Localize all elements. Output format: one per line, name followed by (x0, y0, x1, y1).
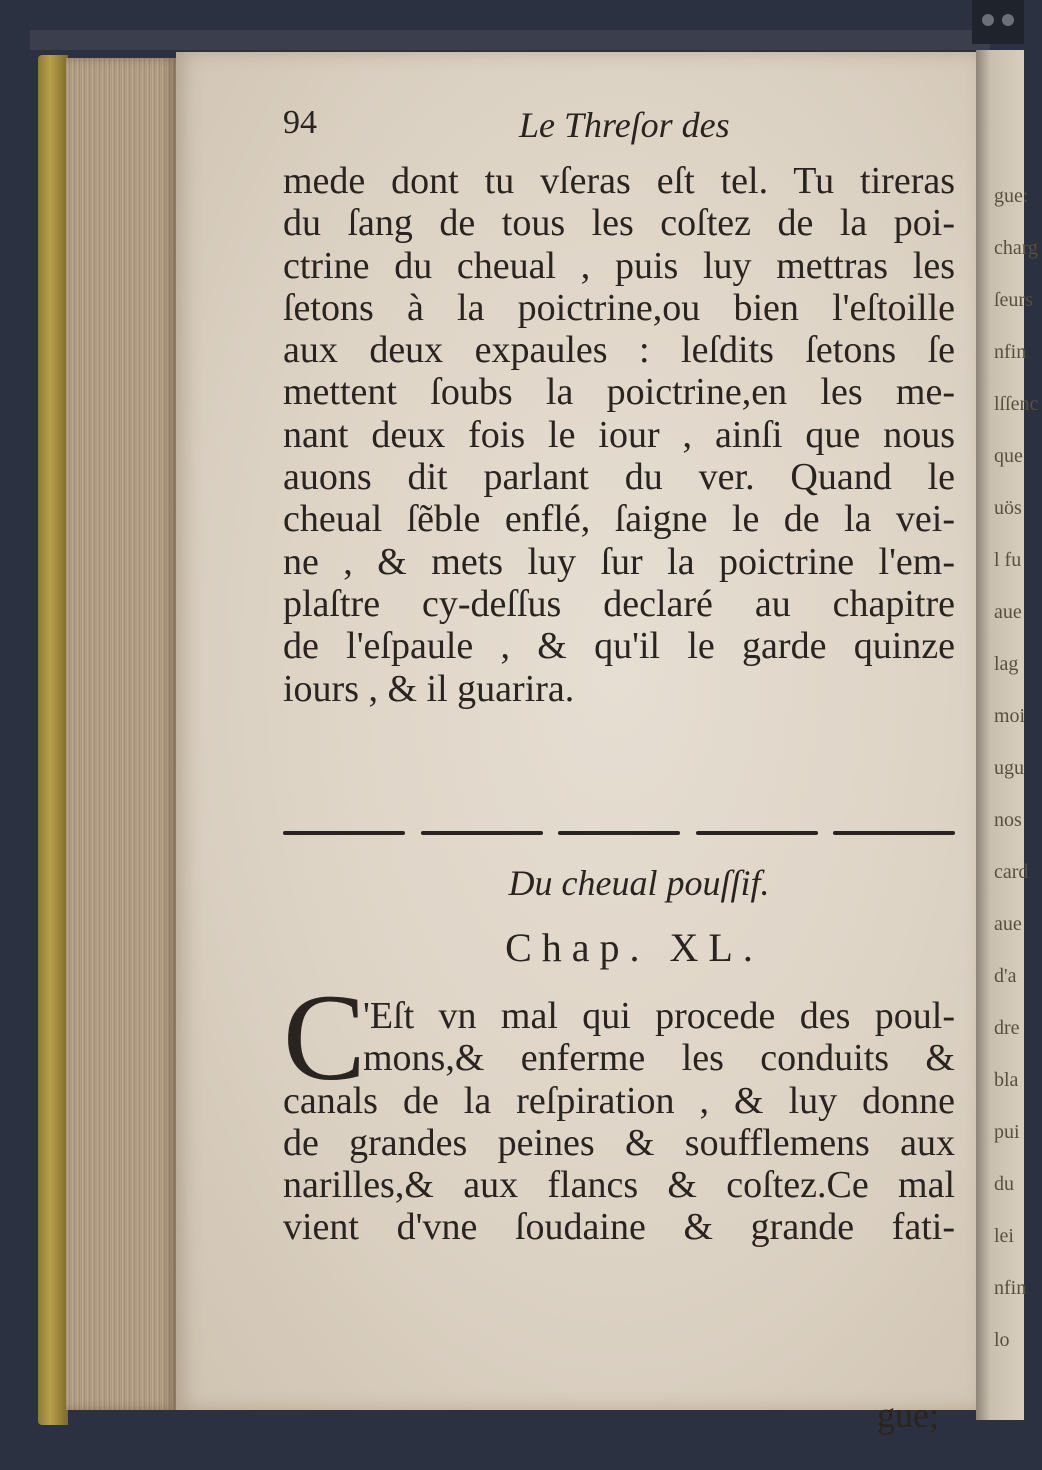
section-divider (283, 826, 955, 840)
facing-page-fragment: gue: (994, 185, 1029, 207)
text-line: cheual ſẽble enflé, ſaigne le de la vei- (283, 498, 955, 541)
facing-page-fragment: que (994, 445, 1023, 467)
facing-page-fragment: nfin (994, 1277, 1027, 1299)
scan-board (30, 30, 990, 50)
facing-page-fragment: ſeurs (994, 289, 1033, 311)
book-cover (38, 55, 68, 1425)
page-edges (66, 58, 176, 1410)
facing-page-fragment: nos (994, 809, 1022, 831)
chapter-title: Du cheual pouſſif. (508, 863, 770, 903)
running-title: Le Threſor des (519, 105, 730, 145)
text-line: de l'eſpaule , & qu'il le garde quinze (283, 625, 955, 668)
facing-page-fragment: bla (994, 1069, 1019, 1091)
text-line: vient d'vne ſoudaine & grande fati- (283, 1206, 955, 1249)
text-line: mettent ſoubs la poictrine,en les me- (283, 371, 955, 414)
facing-page-fragment: charg (994, 237, 1039, 259)
text-line: ne , & mets luy ſur la poictrine l'em- (283, 540, 955, 583)
text-line: ctrine du cheual , puis luy mettras les (283, 244, 955, 287)
facing-page-fragment: lſſenc (994, 393, 1039, 415)
facing-page-fragment: ugu (994, 757, 1024, 779)
body-text (283, 160, 963, 710)
drop-cap: C (283, 969, 366, 1106)
catchword: gue; (877, 1395, 939, 1435)
text-line: narilles,& aux flancs & coſtez.Ce mal (283, 1164, 955, 1207)
text-line: de grandes peines & soufflemens aux (283, 1121, 955, 1164)
text-line: 'Eſt vn mal qui procede des poul- (363, 995, 955, 1037)
divider-segment (283, 831, 405, 835)
clip-screw-icon (1002, 14, 1014, 26)
facing-page-fragment: du (994, 1173, 1014, 1195)
facing-page-fragment: aue (994, 601, 1022, 623)
text-line: auons dit parlant du ver. Quand le (283, 456, 955, 499)
running-head (283, 104, 963, 160)
facing-page-fragment: d'a (994, 965, 1017, 987)
facing-page-fragment: lo (994, 1329, 1010, 1351)
page-number: 94 (283, 104, 317, 141)
facing-page-fragment: nfin (994, 341, 1027, 363)
facing-page-fragment: lei (994, 1225, 1014, 1247)
text-line: mede dont tu vſeras eſt tel. Tu tireras (283, 160, 955, 202)
facing-page-fragment: l fu (994, 549, 1022, 571)
facing-page-fragment: aue (994, 913, 1022, 935)
text-line: aux deux expaules : leſdits ſetons ſe (283, 329, 955, 372)
facing-page-fragments (976, 170, 1042, 1366)
chapter-number: Chap. XL. (505, 925, 763, 970)
divider-segment (833, 831, 955, 835)
page-text (283, 104, 963, 710)
facing-page-edge (976, 50, 1039, 1420)
text-line: canals de la reſpiration , & luy donne (283, 1079, 955, 1122)
divider-segment (421, 831, 543, 835)
scan-clip (972, 0, 1024, 44)
text-line: mons,& enferme les conduits & (363, 1037, 955, 1080)
clip-screw-icon (982, 14, 994, 26)
facing-page-fragment: dre (994, 1017, 1020, 1039)
facing-page-fragment: lag (994, 653, 1019, 675)
facing-page-fragment: pui (994, 1121, 1020, 1143)
chapter-text (283, 969, 955, 1249)
facing-page-fragment: card (994, 861, 1029, 883)
text-line: nant deux fois le iour , ainſi que nous (283, 413, 955, 456)
facing-page-fragment: uös (994, 497, 1022, 519)
divider-segment (558, 831, 680, 835)
chapter-lines (283, 995, 955, 1249)
text-line: plaſtre cy-deſſus declaré au chapitre (283, 582, 955, 625)
text-line: du ſang de tous les coſtez de la poi- (283, 202, 955, 245)
divider-segment (696, 831, 818, 835)
text-line: ſetons à la poictrine,ou bien l'eſtoille (283, 286, 955, 329)
facing-page-fragment: moi (994, 705, 1026, 727)
text-line: iours , & il guarira. (283, 667, 575, 710)
